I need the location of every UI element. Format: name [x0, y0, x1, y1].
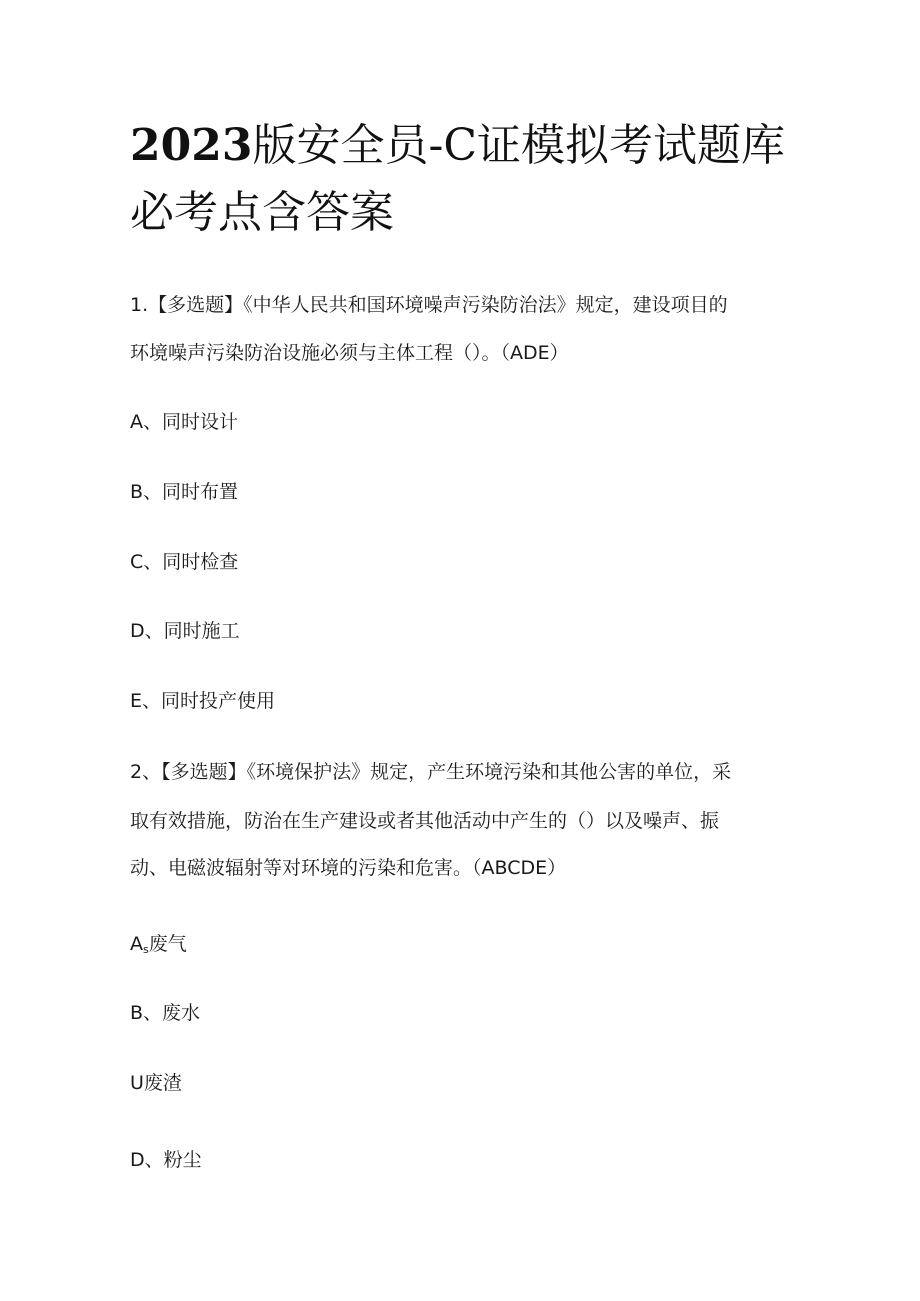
question-1-option-e: E、同时投产使用 [130, 690, 276, 712]
question-1-option-c: C、同时检查 [130, 551, 239, 573]
question-2-option-c: U废渣 [130, 1072, 182, 1094]
question-2-line-3: 动、电磁波辐射等对环境的污染和危害。（ABCDE） [130, 857, 567, 879]
option-a-text: 废气 [148, 933, 187, 955]
question-2-option-d: D、粉尘 [130, 1149, 202, 1171]
question-1-line-1: 1.【多选题】《中华人民共和国环境噪声污染防治法》规定，建设项目的 [130, 294, 728, 316]
question-1-option-d: D、同时施工 [130, 620, 240, 642]
document-title [130, 112, 810, 246]
title-year: 2023 [130, 120, 253, 171]
option-a-prefix: A [130, 933, 143, 955]
question-2-line-1: 2、【多选题】《环境保护法》规定，产生环境污染和其他公害的单位，采 [130, 761, 732, 783]
question-1-option-a: A、同时设计 [130, 411, 238, 433]
question-2-option-a [130, 931, 187, 963]
question-2-line-2: 取有效措施，防治在生产建设或者其他活动中产生的（）以及噪声、振 [130, 810, 720, 832]
option-a-subscript: s [143, 943, 149, 956]
title-text: 版安全员-C证模拟考试题库必考点含答案 [130, 120, 786, 238]
question-2-option-b: B、废水 [130, 1002, 201, 1024]
question-1-line-2: 环境噪声污染防治设施必须与主体工程（）。（ADE） [130, 342, 569, 364]
question-1-option-b: B、同时布置 [130, 481, 239, 503]
